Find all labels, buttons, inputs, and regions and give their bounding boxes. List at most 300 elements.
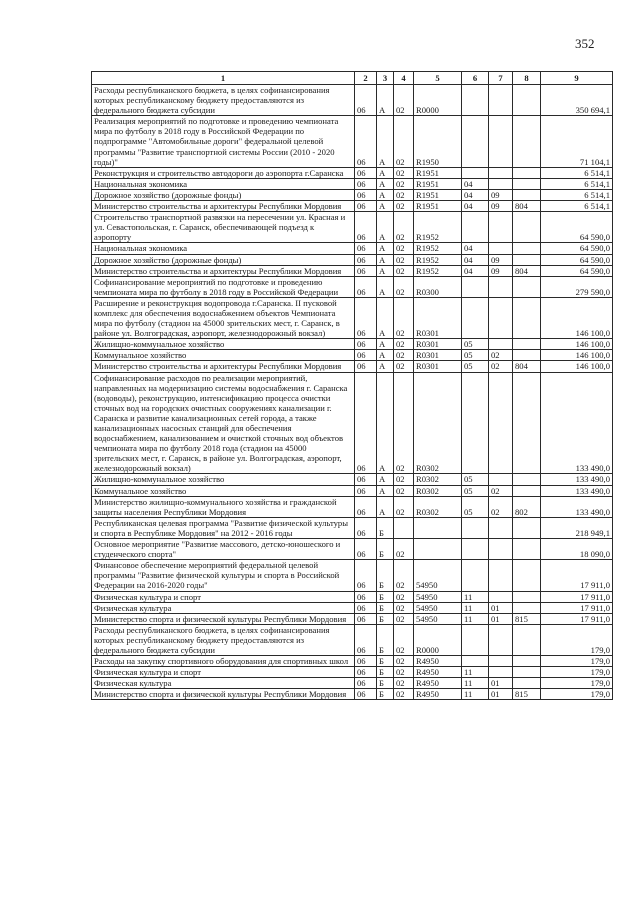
subprogram-code: А — [377, 276, 394, 297]
row-description: Жилищно-коммунальное хозяйство — [92, 339, 355, 350]
table-row — [92, 85, 613, 116]
subdivision-code: 09 — [489, 189, 513, 200]
ministry-code: 815 — [513, 613, 541, 624]
budget-table — [91, 71, 613, 700]
amount: 179,0 — [541, 624, 613, 655]
division-code: 05 — [462, 350, 489, 361]
row-description: Жилищно-коммунальное хозяйство — [92, 474, 355, 485]
section-code: 06 — [355, 201, 377, 212]
subdivision-code: 01 — [489, 602, 513, 613]
section-code: 06 — [355, 656, 377, 667]
target-code: R1952 — [414, 265, 462, 276]
ministry-code — [513, 624, 541, 655]
section-code: 06 — [355, 116, 377, 167]
row-description: Финансовое обеспечение мероприятий федеральной целевой программы "Развитие физической культуры и спорта в Российской Федерации на 2016-2020 годы" — [92, 560, 355, 591]
target-code: R0300 — [414, 276, 462, 297]
target-code: R0301 — [414, 339, 462, 350]
row-description: Коммунальное хозяйство — [92, 485, 355, 496]
amount: 6 514,1 — [541, 201, 613, 212]
target-code: R1951 — [414, 167, 462, 178]
table-row — [92, 678, 613, 689]
row-description: Министерство строительства и архитектуры Республики Мордовия — [92, 201, 355, 212]
division-code: 05 — [462, 496, 489, 517]
section-code: 06 — [355, 212, 377, 243]
amount: 146 100,0 — [541, 297, 613, 338]
table-row — [92, 116, 613, 167]
division-code: 11 — [462, 613, 489, 624]
section-code: 06 — [355, 178, 377, 189]
target-code — [414, 539, 462, 560]
ministry-code — [513, 85, 541, 116]
subprogram-code: А — [377, 496, 394, 517]
subdivision-code — [489, 243, 513, 254]
subprogram-code: Б — [377, 656, 394, 667]
amount: 279 590,0 — [541, 276, 613, 297]
target-code: R0302 — [414, 496, 462, 517]
amount: 146 100,0 — [541, 339, 613, 350]
subdivision-code — [489, 591, 513, 602]
subprogram-code: А — [377, 201, 394, 212]
division-code: 05 — [462, 361, 489, 372]
row-description: Коммунальное хозяйство — [92, 350, 355, 361]
division-code: 05 — [462, 339, 489, 350]
column-header: 1 — [92, 72, 355, 85]
section-code: 06 — [355, 254, 377, 265]
ministry-code — [513, 254, 541, 265]
ministry-code — [513, 474, 541, 485]
amount: 179,0 — [541, 689, 613, 700]
target-code: R1951 — [414, 189, 462, 200]
subprogram-code: Б — [377, 560, 394, 591]
subprogram-code: А — [377, 178, 394, 189]
column-header: 6 — [462, 72, 489, 85]
subdivision-code — [489, 539, 513, 560]
amount: 6 514,1 — [541, 167, 613, 178]
table-row — [92, 178, 613, 189]
ministry-code — [513, 485, 541, 496]
subdivision-code: 01 — [489, 689, 513, 700]
section-code: 06 — [355, 602, 377, 613]
row-description: Дорожное хозяйство (дорожные фонды) — [92, 189, 355, 200]
target-code: R1950 — [414, 116, 462, 167]
event-code: 02 — [394, 339, 414, 350]
amount: 218 949,1 — [541, 517, 613, 538]
amount: 133 490,0 — [541, 485, 613, 496]
subprogram-code: А — [377, 350, 394, 361]
row-description: Национальная экономика — [92, 178, 355, 189]
row-description: Дорожное хозяйство (дорожные фонды) — [92, 254, 355, 265]
division-code: 11 — [462, 689, 489, 700]
table-row — [92, 254, 613, 265]
target-code: R1951 — [414, 201, 462, 212]
event-code: 02 — [394, 361, 414, 372]
section-code: 06 — [355, 496, 377, 517]
row-description: Физическая культура — [92, 602, 355, 613]
subprogram-code: А — [377, 485, 394, 496]
row-description: Физическая культура и спорт — [92, 667, 355, 678]
subdivision-code — [489, 167, 513, 178]
table-row — [92, 361, 613, 372]
table-row — [92, 339, 613, 350]
row-description: Министерство спорта и физической культуры Республики Мордовия — [92, 613, 355, 624]
ministry-code — [513, 602, 541, 613]
event-code: 02 — [394, 667, 414, 678]
target-code: R0301 — [414, 361, 462, 372]
event-code: 02 — [394, 689, 414, 700]
event-code: 02 — [394, 276, 414, 297]
subprogram-code: Б — [377, 602, 394, 613]
ministry-code: 815 — [513, 689, 541, 700]
amount: 146 100,0 — [541, 361, 613, 372]
table-row — [92, 539, 613, 560]
division-code — [462, 212, 489, 243]
table-row — [92, 560, 613, 591]
division-code: 04 — [462, 254, 489, 265]
event-code: 02 — [394, 485, 414, 496]
subprogram-code: Б — [377, 591, 394, 602]
event-code: 02 — [394, 560, 414, 591]
target-code: 54950 — [414, 560, 462, 591]
division-code: 11 — [462, 591, 489, 602]
ministry-code: 804 — [513, 201, 541, 212]
column-header: 3 — [377, 72, 394, 85]
subdivision-code — [489, 474, 513, 485]
amount: 18 090,0 — [541, 539, 613, 560]
event-code: 02 — [394, 591, 414, 602]
division-code — [462, 116, 489, 167]
amount: 64 590,0 — [541, 265, 613, 276]
subdivision-code — [489, 560, 513, 591]
division-code: 05 — [462, 474, 489, 485]
subdivision-code: 09 — [489, 201, 513, 212]
ministry-code: 804 — [513, 361, 541, 372]
target-code: R4950 — [414, 656, 462, 667]
division-code — [462, 624, 489, 655]
column-header: 7 — [489, 72, 513, 85]
target-code: 54950 — [414, 613, 462, 624]
event-code: 02 — [394, 350, 414, 361]
subdivision-code: 02 — [489, 485, 513, 496]
table-row — [92, 212, 613, 243]
ministry-code — [513, 178, 541, 189]
ministry-code — [513, 656, 541, 667]
event-code: 02 — [394, 167, 414, 178]
table-row — [92, 656, 613, 667]
amount: 179,0 — [541, 678, 613, 689]
subdivision-code: 01 — [489, 678, 513, 689]
subprogram-code: А — [377, 116, 394, 167]
event-code: 02 — [394, 201, 414, 212]
section-code: 06 — [355, 667, 377, 678]
section-code: 06 — [355, 350, 377, 361]
table-row — [92, 474, 613, 485]
subprogram-code: А — [377, 189, 394, 200]
subprogram-code: А — [377, 254, 394, 265]
subdivision-code: 02 — [489, 496, 513, 517]
table-header-row — [92, 72, 613, 85]
table-row — [92, 613, 613, 624]
division-code: 05 — [462, 485, 489, 496]
amount: 146 100,0 — [541, 350, 613, 361]
target-code: R0302 — [414, 372, 462, 474]
target-code: R1951 — [414, 178, 462, 189]
event-code: 02 — [394, 243, 414, 254]
ministry-code — [513, 189, 541, 200]
row-description: Софинансирование расходов по реализации мероприятий, направленных на модернизацию системы водоснабжения г. Саранска (водоводы), реконструкцию, интенсификацию процесса очистки сточных вод на городских очистных сооружениях канализации г. Саранска и развитие канализационных сетей города, а также канализационных насосных станций для обеспечения водоснабжением, канализованием и очисткой сточных вод объектов чемпионата мира по футболу 2018 года (стадион на 45000 зрительских мест, г. Саранск, в районе ул. Волгоградская, аэропорт, железнодорожный вокзал) — [92, 372, 355, 474]
division-code — [462, 560, 489, 591]
event-code: 02 — [394, 613, 414, 624]
amount: 179,0 — [541, 656, 613, 667]
subprogram-code: А — [377, 372, 394, 474]
amount: 64 590,0 — [541, 243, 613, 254]
event-code: 02 — [394, 189, 414, 200]
subprogram-code: А — [377, 361, 394, 372]
subprogram-code: А — [377, 243, 394, 254]
subdivision-code — [489, 624, 513, 655]
subprogram-code: А — [377, 297, 394, 338]
table-row — [92, 624, 613, 655]
division-code — [462, 656, 489, 667]
division-code: 04 — [462, 265, 489, 276]
target-code: R1952 — [414, 243, 462, 254]
subdivision-code — [489, 297, 513, 338]
subdivision-code — [489, 517, 513, 538]
division-code — [462, 276, 489, 297]
subdivision-code — [489, 212, 513, 243]
table-row — [92, 189, 613, 200]
subdivision-code — [489, 116, 513, 167]
amount: 64 590,0 — [541, 212, 613, 243]
division-code: 11 — [462, 602, 489, 613]
subprogram-code: А — [377, 339, 394, 350]
event-code: 02 — [394, 496, 414, 517]
table-row — [92, 265, 613, 276]
column-header: 9 — [541, 72, 613, 85]
event-code: 02 — [394, 116, 414, 167]
section-code: 06 — [355, 485, 377, 496]
subprogram-code: Б — [377, 539, 394, 560]
amount: 350 694,1 — [541, 85, 613, 116]
page-number: 352 — [575, 36, 595, 51]
subprogram-code: Б — [377, 689, 394, 700]
amount: 133 490,0 — [541, 372, 613, 474]
subdivision-code — [489, 339, 513, 350]
table-row — [92, 350, 613, 361]
event-code: 02 — [394, 678, 414, 689]
division-code — [462, 517, 489, 538]
event-code: 02 — [394, 265, 414, 276]
column-header: 2 — [355, 72, 377, 85]
amount: 71 104,1 — [541, 116, 613, 167]
row-description: Республиканская целевая программа "Развитие физической культуры и спорта в Республике Мордовия" на 2012 - 2016 годы — [92, 517, 355, 538]
table-row — [92, 591, 613, 602]
subdivision-code: 09 — [489, 265, 513, 276]
target-code: R0000 — [414, 624, 462, 655]
division-code — [462, 167, 489, 178]
subprogram-code: А — [377, 167, 394, 178]
target-code: 54950 — [414, 591, 462, 602]
row-description: Реализация мероприятий по подготовке и проведению чемпионата мира по футболу в 2018 году в Российской Федерации по подпрограмме "Автомобильные дороги" федеральной целевой программы "Развитие транспортной системы России (2010 - 2020 годы)" — [92, 116, 355, 167]
target-code: R0302 — [414, 474, 462, 485]
ministry-code — [513, 372, 541, 474]
ministry-code — [513, 167, 541, 178]
subprogram-code: А — [377, 212, 394, 243]
table-row — [92, 485, 613, 496]
subprogram-code: Б — [377, 667, 394, 678]
subprogram-code: А — [377, 85, 394, 116]
table-row — [92, 167, 613, 178]
row-description: Расходы республиканского бюджета, в целях софинансирования которых республиканскому бюджету предоставляются из федерального бюджета субсидии — [92, 624, 355, 655]
column-header: 8 — [513, 72, 541, 85]
section-code: 06 — [355, 167, 377, 178]
event-code: 02 — [394, 474, 414, 485]
event-code: 02 — [394, 539, 414, 560]
target-code: R0301 — [414, 297, 462, 338]
section-code: 06 — [355, 678, 377, 689]
section-code: 06 — [355, 265, 377, 276]
division-code — [462, 85, 489, 116]
ministry-code: 802 — [513, 496, 541, 517]
section-code: 06 — [355, 361, 377, 372]
ministry-code — [513, 116, 541, 167]
row-description: Министерство спорта и физической культуры Республики Мордовия — [92, 689, 355, 700]
subprogram-code: А — [377, 474, 394, 485]
amount: 6 514,1 — [541, 178, 613, 189]
row-description: Министерство строительства и архитектуры Республики Мордовия — [92, 361, 355, 372]
event-code — [394, 517, 414, 538]
subprogram-code: Б — [377, 613, 394, 624]
subdivision-code — [489, 372, 513, 474]
target-code: R0302 — [414, 485, 462, 496]
table-row — [92, 602, 613, 613]
section-code: 06 — [355, 613, 377, 624]
division-code: 11 — [462, 678, 489, 689]
row-description: Физическая культура — [92, 678, 355, 689]
division-code — [462, 539, 489, 560]
section-code: 06 — [355, 243, 377, 254]
event-code: 02 — [394, 85, 414, 116]
target-code: R0301 — [414, 350, 462, 361]
column-header: 5 — [414, 72, 462, 85]
subprogram-code: А — [377, 265, 394, 276]
section-code: 06 — [355, 276, 377, 297]
subdivision-code: 01 — [489, 613, 513, 624]
event-code: 02 — [394, 602, 414, 613]
table-row — [92, 297, 613, 338]
section-code: 06 — [355, 560, 377, 591]
division-code — [462, 297, 489, 338]
target-code: R1952 — [414, 212, 462, 243]
division-code: 04 — [462, 189, 489, 200]
row-description: Основное мероприятие "Развитие массового, детско-юношеского и студенческого спорта" — [92, 539, 355, 560]
amount: 64 590,0 — [541, 254, 613, 265]
section-code: 06 — [355, 297, 377, 338]
ministry-code — [513, 539, 541, 560]
subdivision-code — [489, 667, 513, 678]
event-code: 02 — [394, 178, 414, 189]
ministry-code — [513, 212, 541, 243]
table-row — [92, 517, 613, 538]
amount: 17 911,0 — [541, 591, 613, 602]
event-code: 02 — [394, 297, 414, 338]
amount: 6 514,1 — [541, 189, 613, 200]
table-row — [92, 201, 613, 212]
row-description: Министерство жилищно-коммунального хозяйства и гражданской защиты населения Республики Мордовия — [92, 496, 355, 517]
subdivision-code — [489, 178, 513, 189]
row-description: Расходы республиканского бюджета, в целях софинансирования которых республиканскому бюджету предоставляются из федерального бюджета субсидии — [92, 85, 355, 116]
section-code: 06 — [355, 189, 377, 200]
subdivision-code — [489, 85, 513, 116]
row-description: Министерство строительства и архитектуры Республики Мордовия — [92, 265, 355, 276]
target-code — [414, 517, 462, 538]
amount: 17 911,0 — [541, 602, 613, 613]
event-code: 02 — [394, 624, 414, 655]
subprogram-code: Б — [377, 624, 394, 655]
table-row — [92, 276, 613, 297]
ministry-code — [513, 667, 541, 678]
ministry-code — [513, 560, 541, 591]
section-code: 06 — [355, 85, 377, 116]
amount: 179,0 — [541, 667, 613, 678]
row-description: Расширение и реконструкция водопровода г.Саранска. II пусковой комплекс для обеспечения водоснабжением объектов Чемпионата мира по футболу (стадион на 45000 зрительских мест, г. Саранск, в районе ул. Волгоградская, аэропорт, железнодорожный вокзал) — [92, 297, 355, 338]
event-code: 02 — [394, 372, 414, 474]
row-description: Реконструкция и строительство автодороги до аэропорта г.Саранска — [92, 167, 355, 178]
amount: 133 490,0 — [541, 496, 613, 517]
section-code: 06 — [355, 372, 377, 474]
ministry-code — [513, 243, 541, 254]
division-code: 04 — [462, 178, 489, 189]
subprogram-code: Б — [377, 517, 394, 538]
division-code: 11 — [462, 667, 489, 678]
section-code: 06 — [355, 591, 377, 602]
row-description: Строительство транспортной развязки на пересечении ул. Красная и ул. Севастопольская, г. Саранск, обеспечивающей подъезд к аэропорту — [92, 212, 355, 243]
ministry-code — [513, 350, 541, 361]
ministry-code — [513, 517, 541, 538]
ministry-code — [513, 297, 541, 338]
event-code: 02 — [394, 212, 414, 243]
table-body — [92, 85, 613, 700]
target-code: R0000 — [414, 85, 462, 116]
ministry-code: 804 — [513, 265, 541, 276]
section-code: 06 — [355, 474, 377, 485]
target-code: R4950 — [414, 667, 462, 678]
section-code: 06 — [355, 689, 377, 700]
amount: 17 911,0 — [541, 560, 613, 591]
target-code: R4950 — [414, 689, 462, 700]
subdivision-code — [489, 276, 513, 297]
division-code: 04 — [462, 201, 489, 212]
subdivision-code: 09 — [489, 254, 513, 265]
amount: 133 490,0 — [541, 474, 613, 485]
table-row — [92, 667, 613, 678]
row-description: Расходы на закупку спортивного оборудования для спортивных школ — [92, 656, 355, 667]
column-header: 4 — [394, 72, 414, 85]
division-code: 04 — [462, 243, 489, 254]
table-row — [92, 243, 613, 254]
section-code: 06 — [355, 624, 377, 655]
subprogram-code: Б — [377, 678, 394, 689]
target-code: R1952 — [414, 254, 462, 265]
target-code: 54950 — [414, 602, 462, 613]
section-code: 06 — [355, 539, 377, 560]
table-row — [92, 496, 613, 517]
subdivision-code — [489, 656, 513, 667]
event-code: 02 — [394, 254, 414, 265]
event-code: 02 — [394, 656, 414, 667]
table-row — [92, 372, 613, 474]
ministry-code — [513, 276, 541, 297]
subdivision-code: 02 — [489, 361, 513, 372]
